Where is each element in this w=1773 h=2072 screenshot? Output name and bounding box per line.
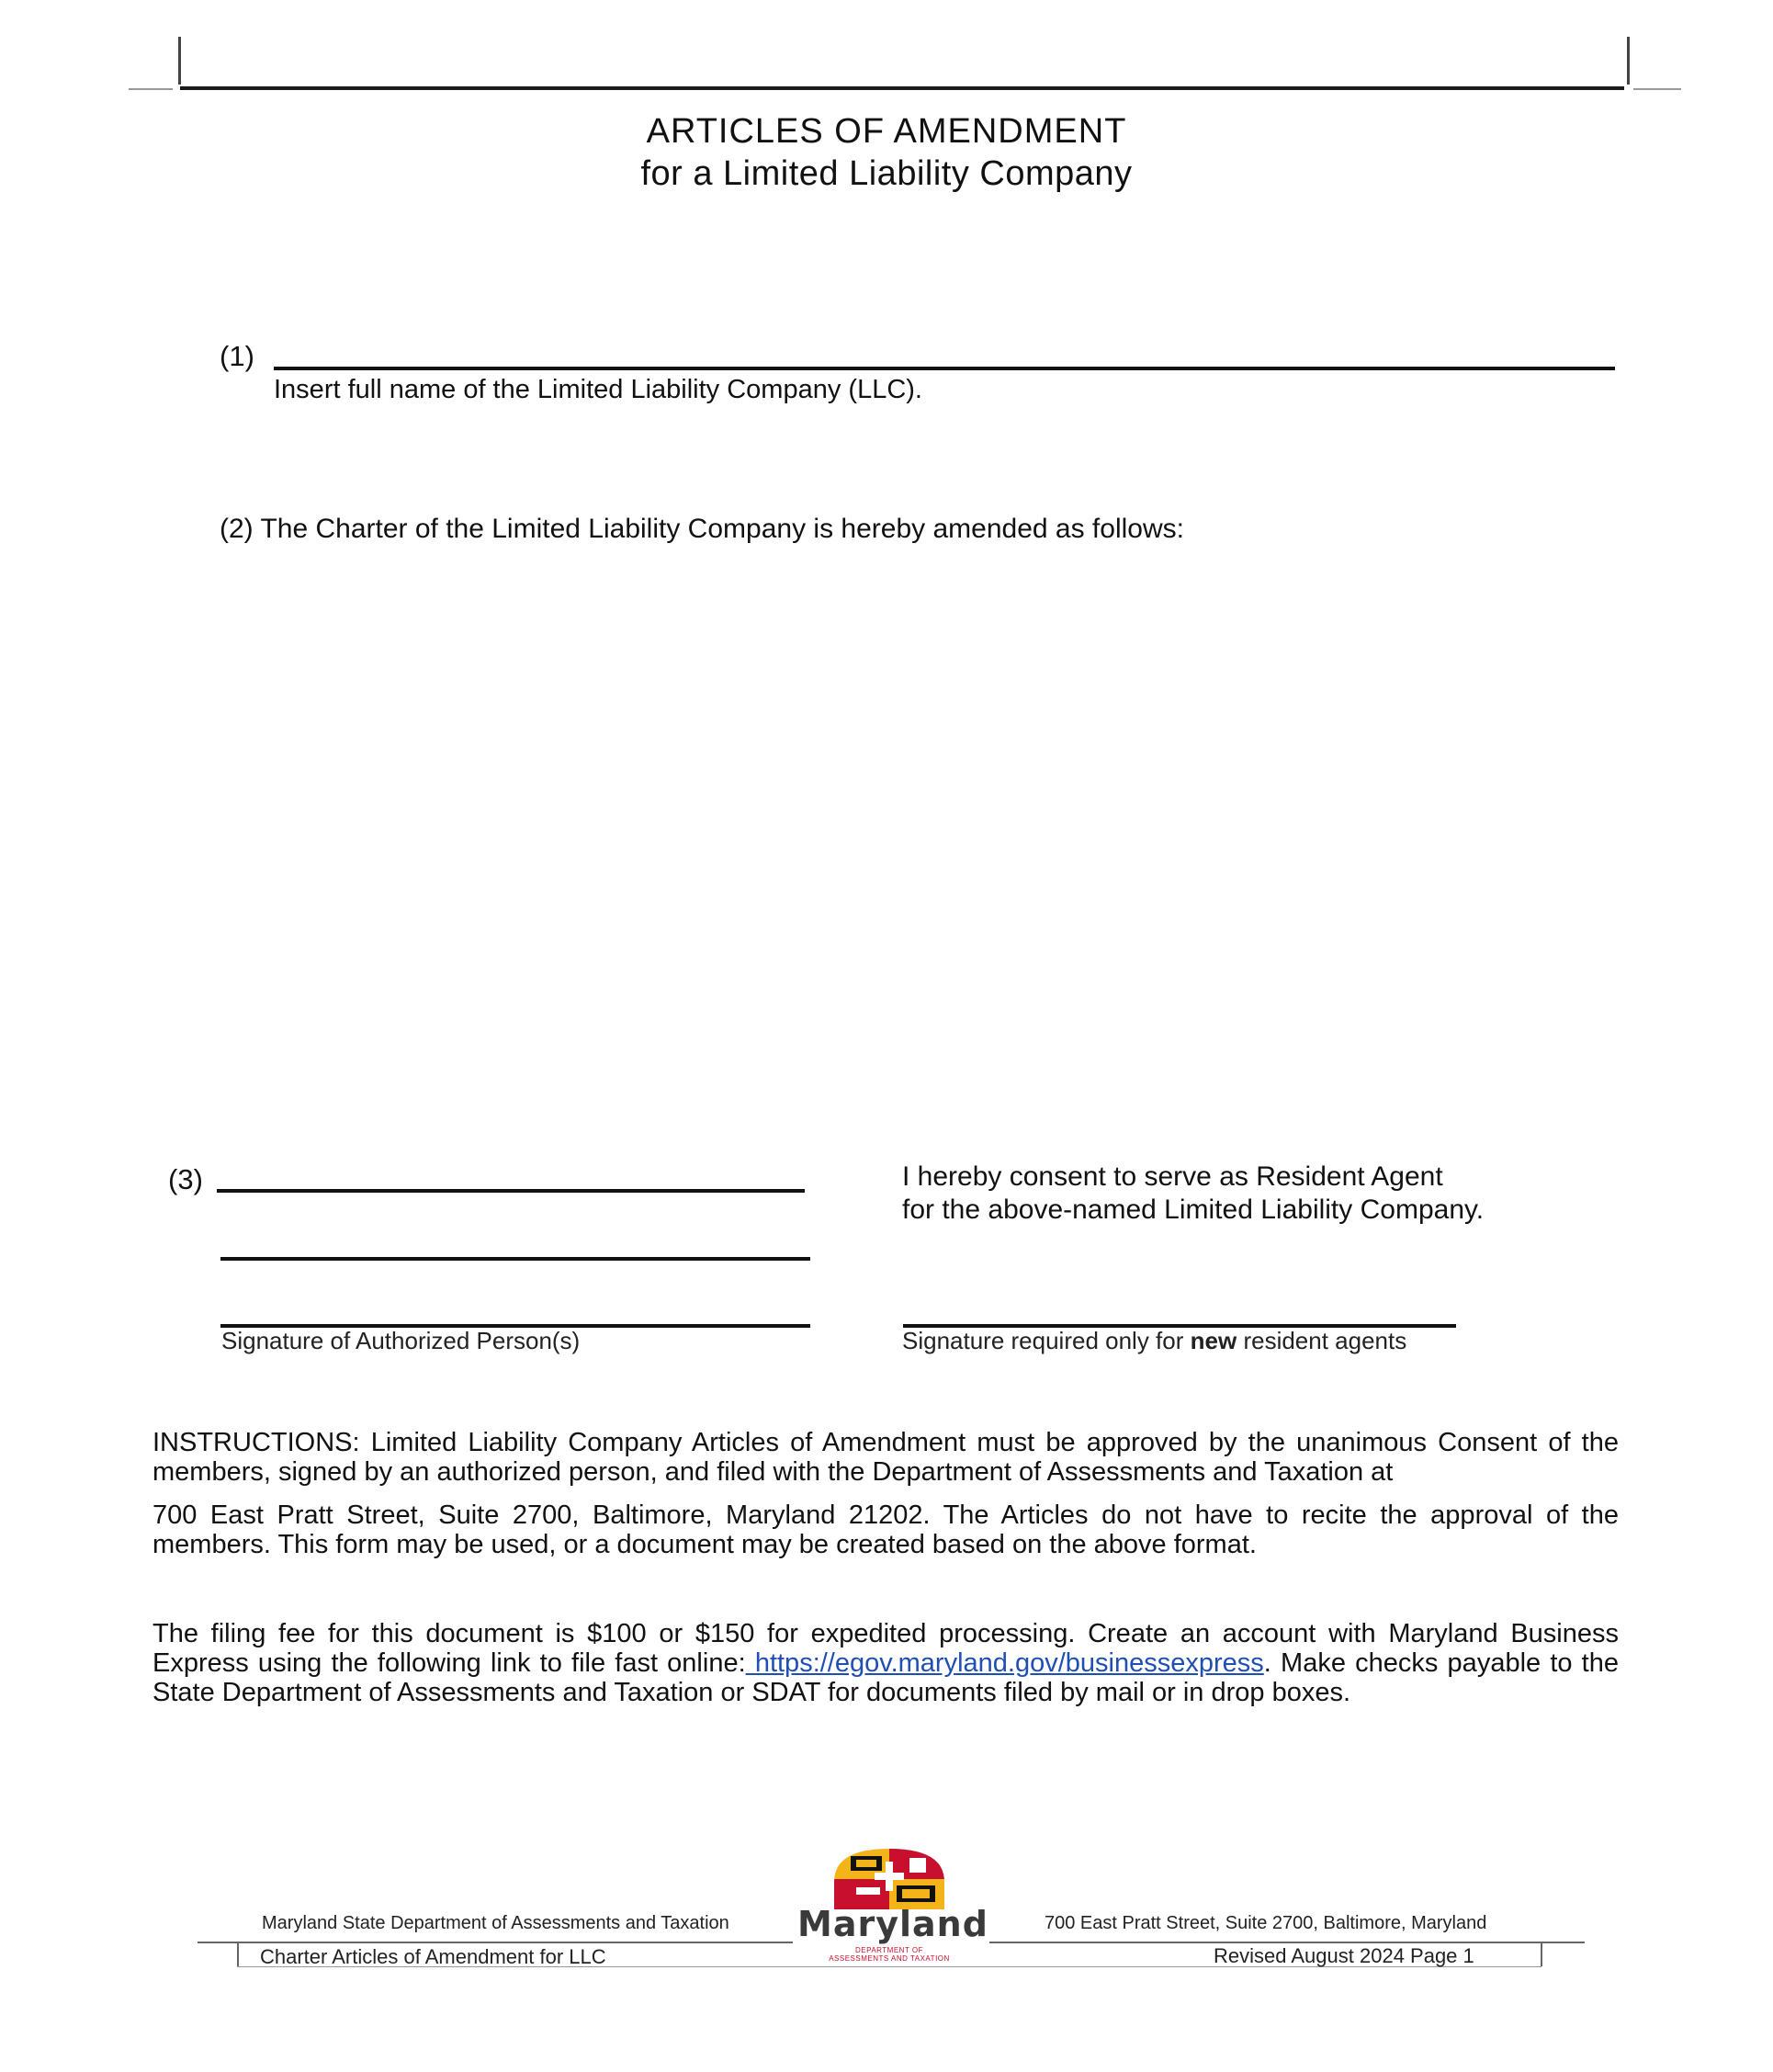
crop-mark-left-h bbox=[129, 88, 173, 90]
footer-revision-page: Revised August 2024 Page 1 bbox=[1214, 1944, 1474, 1967]
footer-rule-right bbox=[989, 1942, 1585, 1943]
amendment-heading: (2) The Charter of the Limited Liability Company is hereby amended as follows: bbox=[220, 514, 1184, 544]
filing-fee-paragraph bbox=[152, 1619, 1619, 1707]
business-express-link[interactable]: https://egov.maryland.gov/businessexpress bbox=[745, 1648, 1264, 1678]
instructions-paragraph-1a: INSTRUCTIONS: Limited Liability Company Articles of Amendment must be approved by the unanimous Consent of the members, signed by an authorized person, and filed with the Department of Assessments and Taxation at bbox=[152, 1428, 1619, 1487]
llc-name-caption: Insert full name of the Limited Liability Company (LLC). bbox=[274, 375, 922, 404]
footer-rule-left bbox=[198, 1942, 793, 1943]
resident-agent-consent-line2: for the above-named Limited Liability Company. bbox=[902, 1195, 1485, 1225]
signature-line-1[interactable] bbox=[217, 1189, 805, 1193]
footer-address: 700 East Pratt Street, Suite 2700, Baltimore, Maryland bbox=[1045, 1913, 1487, 1933]
resident-agent-caption-after: resident agents bbox=[1243, 1327, 1407, 1354]
resident-agent-caption-bold: new bbox=[1190, 1327, 1237, 1354]
crop-mark-left bbox=[178, 37, 181, 85]
footer-form-name: Charter Articles of Amendment for LLC bbox=[260, 1945, 606, 1968]
filing-fee-text: The filing fee for this document is $100 or $150 for expedited processing. Create an account with Maryland Business Express using the following link to file fast online: bbox=[152, 1619, 1619, 1678]
resident-agent-caption bbox=[902, 1327, 1406, 1355]
footer-department-name: Maryland State Department of Assessments and Taxation bbox=[262, 1913, 729, 1933]
resident-agent-caption-before: Signature required only for bbox=[902, 1327, 1184, 1354]
section-3-number: (3) bbox=[168, 1163, 203, 1195]
document-title: ARTICLES OF AMENDMENT bbox=[646, 112, 1127, 151]
document-subtitle: for a Limited Liability Company bbox=[640, 154, 1133, 193]
top-rule bbox=[180, 86, 1624, 90]
logo-subtitle-line2: ASSESSMENTS AND TAXATION bbox=[829, 1954, 950, 1963]
maryland-logo bbox=[797, 1845, 988, 1964]
crop-mark-right-h bbox=[1633, 88, 1681, 90]
instructions-paragraph-1b: 700 East Pratt Street, Suite 2700, Baltimore, Maryland 21202. The Articles do not have to recite the approval of the members. This form may be used, or a document may be created based on the above format. bbox=[152, 1500, 1619, 1559]
maryland-flag-icon bbox=[797, 1845, 981, 1911]
logo-wordmark: Maryland bbox=[797, 1904, 988, 1944]
filing-fee-text-after: . Make checks payable to the State Department of Assessments and Taxation or SDAT for documents filed by mail or in drop boxes. bbox=[152, 1648, 1619, 1707]
resident-agent-consent-line1: I hereby consent to serve as Resident Agent bbox=[902, 1161, 1443, 1192]
llc-name-line[interactable] bbox=[274, 367, 1615, 370]
signature-line-2[interactable] bbox=[220, 1257, 810, 1261]
crop-mark-right bbox=[1627, 37, 1630, 85]
section-1-number: (1) bbox=[220, 340, 254, 372]
footer-tick-left bbox=[237, 1942, 239, 1966]
logo-subtitle-line1: DEPARTMENT OF bbox=[854, 1946, 924, 1954]
footer-tick-right bbox=[1541, 1942, 1542, 1966]
amendment-text-area[interactable] bbox=[220, 560, 1616, 1112]
signature-caption: Signature of Authorized Person(s) bbox=[221, 1327, 581, 1354]
